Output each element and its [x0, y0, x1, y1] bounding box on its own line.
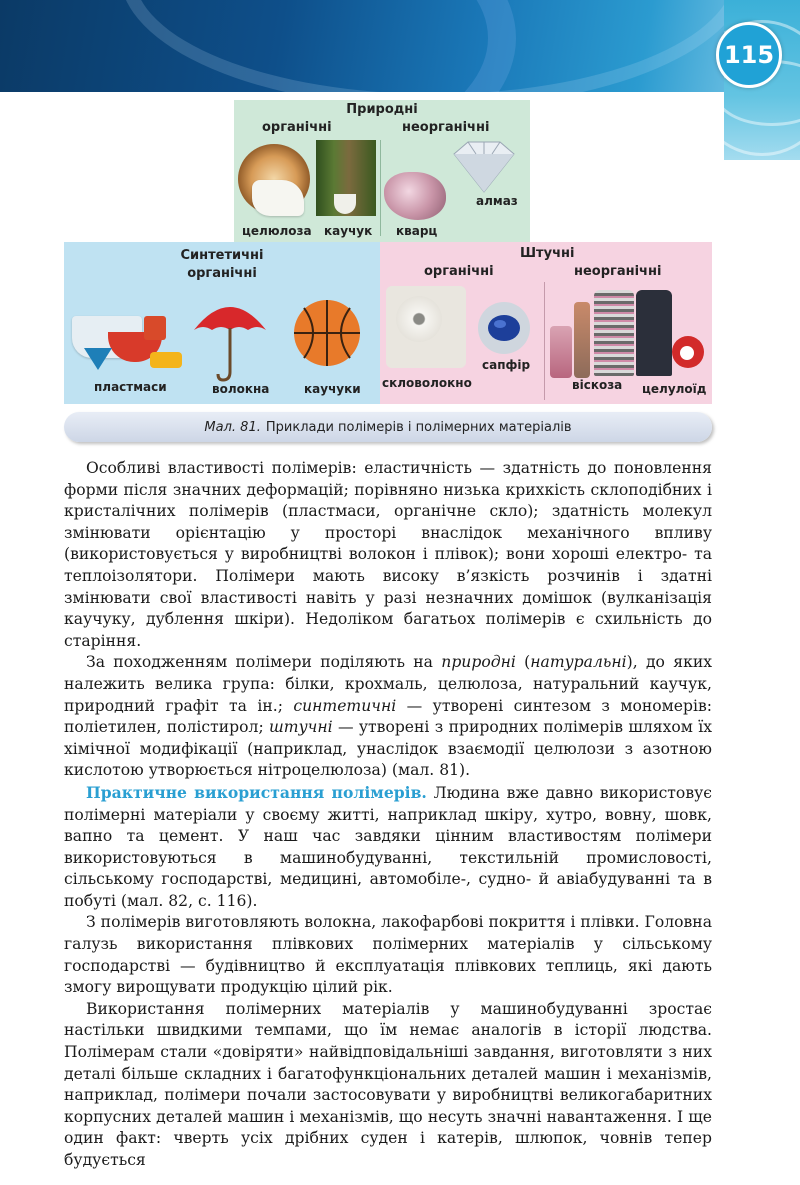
label-diamond: алмаз: [476, 194, 518, 208]
umbrella-image: [190, 294, 270, 384]
panel-artificial-title: Штучні: [520, 246, 575, 261]
figure-polymer-examples: [64, 100, 712, 410]
panel-natural-inorganic-label: неорганічні: [402, 120, 490, 135]
viscose-spools-image: [550, 326, 572, 378]
paragraph-practical-use: Практичне використання полімерів. Людина вже давно використовує полімерні матеріали у своєму житті, наприклад шкіру, хутро, вовну, шовк, вапно та цемент. У наш час завдяки цінним властивостям полімери використовуються в машинобудуванні, текстильній промисловості, сільському господарстві, медицині, автомобіле-, судно- й авіабудуванні та в побуті (мал. 82, с. 116).: [64, 782, 713, 910]
plastics-cup-image: [144, 316, 166, 340]
label-sapphire: сапфір: [482, 358, 531, 372]
label-rubbers: каучуки: [304, 382, 361, 396]
paragraph-films: З полімерів виготовляють волокна, лакофарбові покриття і плівки. Головна галузь використання плівкових полімерних матеріалів у сільському господарстві — будівництво й експлуатація плівкових теплиць, які дають змогу вирощувати продукцію цілий рік.: [64, 913, 712, 997]
plastics-tray-image: [150, 352, 182, 368]
label-rubber: каучук: [324, 224, 373, 238]
page-number-badge: 115: [716, 22, 782, 88]
figure-caption-number: Мал. 81.: [204, 419, 261, 435]
label-fibers: волокна: [212, 382, 270, 396]
label-cellulose: целюлоза: [242, 224, 312, 238]
quartz-image: [384, 172, 446, 220]
paragraph-properties: Особливі властивості полімерів: еластичність — здатність до поновлення форми після значних деформацій; порівняно низька крихкість склоподібних і кристалічних полімерів (пластмаси, органічне скло); здатність молекул змінювати орієнтацію у просторі внаслідок механічного впливу (використовується у виробництві волокон і плівок); вони хороші електро- та теплоізолятори. Полімери мають високу в’язкість розчинів і здатні змінювати свої властивості навіть у разі незначних домішок (вулканізація каучуку, дублення шкіри). Недоліком багатьох полімерів є схильність до старіння.: [64, 459, 712, 650]
label-celluloid: целулоїд: [642, 382, 707, 396]
panel-artificial-inorganic-label: неорганічні: [574, 264, 662, 279]
fiberglass-roll-image: [396, 296, 442, 342]
panel-synthetic: [64, 242, 380, 404]
celluloid-ball-image: [680, 346, 694, 360]
paragraph-machine-building: Використання полімерних матеріалів у машинобудуванні зростає настільки швидкими темпами, що їм немає аналогів в історії людства. Полімерам стали «довіряти» найвідповідальніші завдання, виготовляти з них деталі більше складних і багатофункціональних деталей машин і механізмів, наприклад, полімери почали застосовувати у виробництві великогабаритних корпусних деталей машин і механізмів, що несуть значні навантаження. І ще один факт: чверть усіх дрібних суден і катерів, шлюпок, човнів тепер будується: [64, 999, 712, 1169]
panel-artificial-organic-label: органічні: [424, 264, 494, 279]
figure-caption-bar: [64, 412, 712, 442]
label-plastics: пластмаси: [94, 380, 167, 394]
diamond-image: [444, 138, 524, 194]
panel-divider: [380, 140, 381, 236]
section-heading-practical-use: Практичне використання полімерів.: [86, 782, 427, 802]
panel-synthetic-title: Синтетичні: [180, 248, 264, 263]
label-quartz: кварц: [396, 224, 438, 238]
panel-natural-title: Природні: [346, 102, 418, 117]
panel-divider: [544, 282, 545, 400]
panel-synthetic-subtitle: органічні: [187, 266, 257, 281]
paragraph-origin: За походженням полімери поділяють на природні (натуральні), до яких належить велика група: білки, крохмаль, целюлоза, натуральний каучук, природний графіт та ін.; синтетичні — утворені синтезом з мономерів: поліетилен, полістирол; штучні — утворені з природних полімерів шляхом їх хімічної модифікації (наприклад, унаслідок взаємодії целюлози з азотною кислотою утворюється нітроцелюлоза) (мал. 81).: [64, 653, 713, 780]
body-text: [64, 458, 712, 1172]
panel-natural: [234, 100, 530, 242]
dress-dark-image: [636, 290, 672, 376]
panel-natural-organic-label: органічні: [262, 120, 332, 135]
panel-artificial: [380, 242, 712, 404]
label-viscose: віскоза: [572, 378, 623, 392]
page-header-banner: [0, 0, 800, 92]
basketball-image: [292, 298, 362, 368]
figure-caption: [64, 412, 712, 442]
label-fiberglass: скловолокно: [382, 376, 472, 390]
plastics-funnel-image: [84, 348, 112, 370]
viscose-spools-image-2: [574, 302, 590, 378]
sapphire-ring-image: [472, 300, 536, 356]
dress-striped-image: [594, 290, 634, 376]
cellulose-paper-image: [252, 180, 304, 216]
figure-caption-text: Приклади полімерів і полімерних матеріалів: [265, 419, 572, 435]
